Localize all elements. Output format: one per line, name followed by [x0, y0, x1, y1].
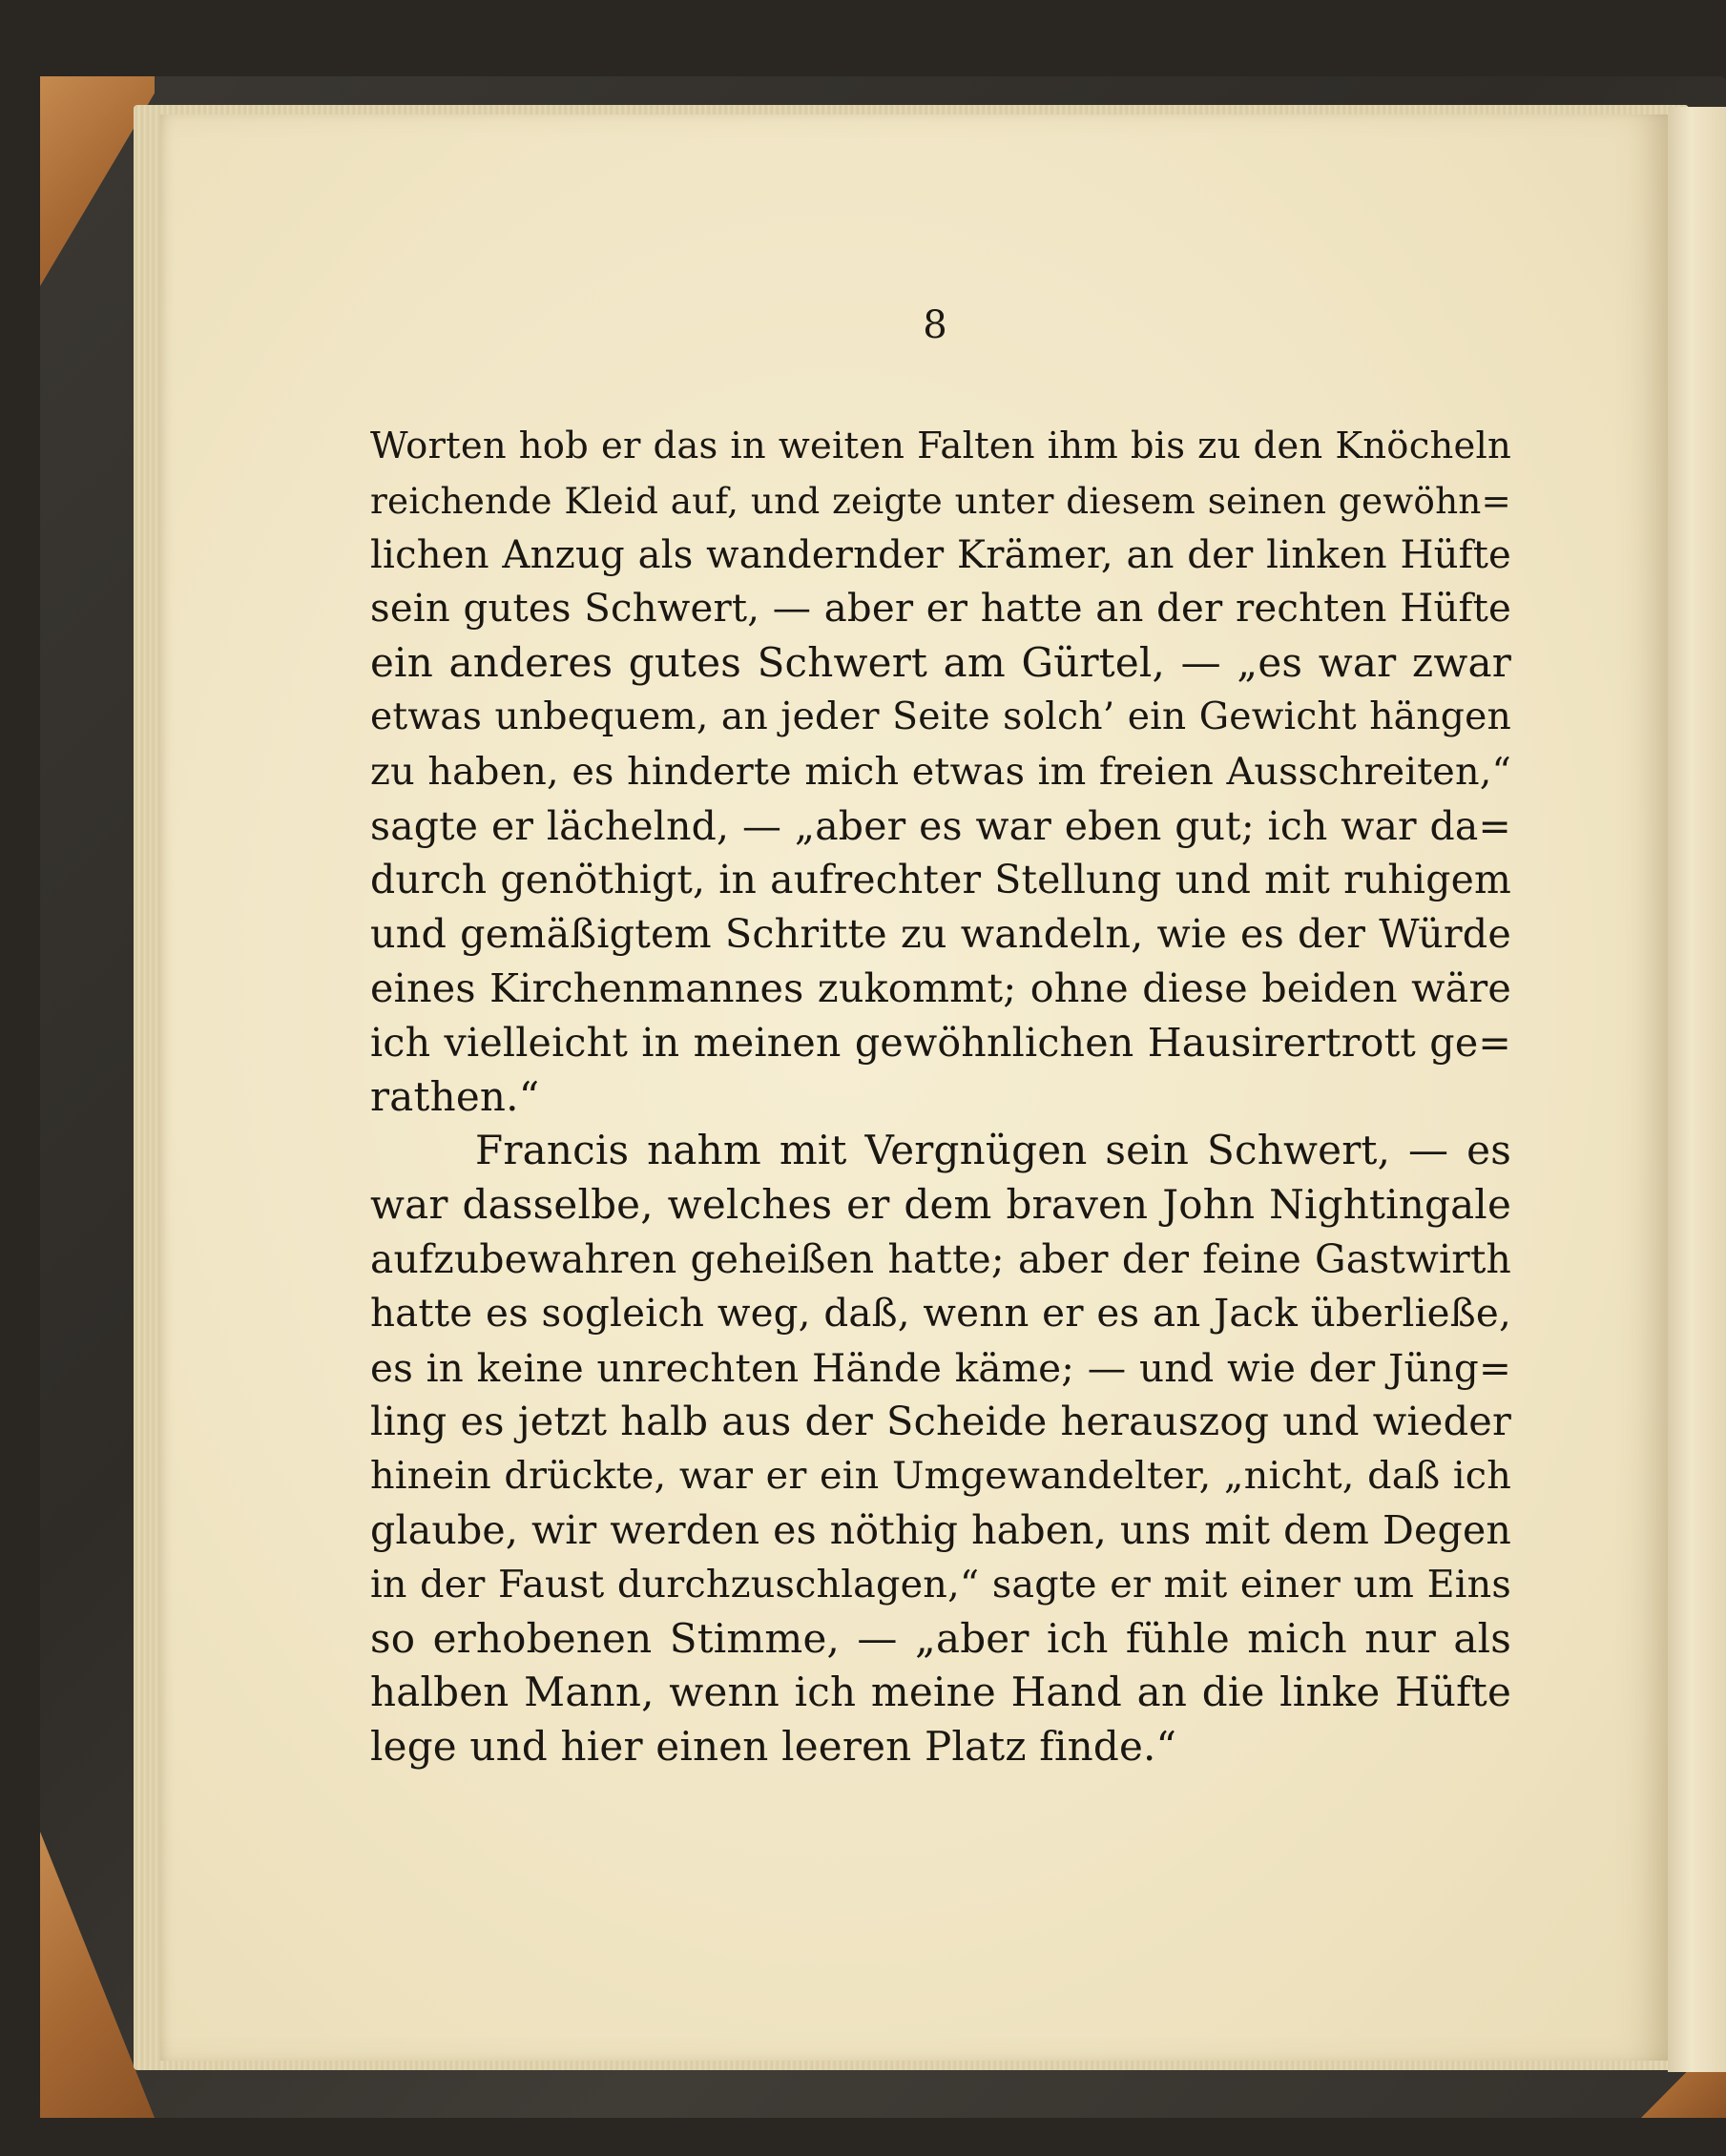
text-line: eines Kirchenmannes zukommt; ohne diese beiden wäre	[370, 964, 1511, 1011]
text-line: so erhobenen Stimme, — „aber ich fühle mich nur als	[370, 1614, 1511, 1662]
text-line: es in keine unrechten Hände käme; — und wie der Jüng=	[370, 1344, 1511, 1391]
text-line: sein gutes Schwert, — aber er hatte an der rechten Hüfte	[370, 587, 1511, 632]
text-line: lichen Anzug als wandernder Krämer, an der linken Hüfte	[370, 532, 1511, 577]
text-line: ich vielleicht in meinen gewöhnlichen Hausirertrott ge=	[370, 1019, 1511, 1066]
page-number: 8	[923, 303, 947, 347]
text-line: sagte er lächelnd, — „aber es war eben gut; ich war da=	[370, 802, 1511, 849]
text-line: rathen.“	[370, 1072, 540, 1120]
text-line: und gemäßigtem Schritte zu wandeln, wie es der Würde	[370, 911, 1511, 958]
text-line: Worten hob er das in weiten Falten ihm bis zu den Knöcheln	[370, 425, 1511, 467]
text-line: hinein drückte, war er ein Umgewandelter, „nicht, daß ich	[370, 1454, 1511, 1499]
body-text	[370, 420, 1511, 1774]
text-line: zu haben, es hinderte mich etwas im freien Ausschreiten,“	[370, 749, 1511, 794]
text-line: lege und hier einen leeren Platz finde.“	[370, 1723, 1177, 1771]
paragraph-start-line: Francis nahm mit Vergnügen sein Schwert, — es	[475, 1127, 1511, 1174]
text-line: reichende Kleid auf, und zeigte unter diesem seinen gewöhn=	[370, 479, 1511, 522]
text-line: war dasselbe, welches er dem braven John Nightingale	[370, 1181, 1511, 1229]
text-line: ling es jetzt halb aus der Scheide herauszog und wieder	[370, 1399, 1511, 1445]
text-line: aufzubewahren geheißen hatte; aber der feine Gastwirth	[370, 1235, 1511, 1282]
text-line: durch genöthigt, in aufrechter Stellung und mit ruhigem	[370, 857, 1511, 903]
text-line: hatte es sogleich weg, daß, wenn er es an Jack überließe,	[370, 1290, 1511, 1336]
text-line: glaube, wir werden es nöthig haben, uns mit dem Degen	[370, 1506, 1511, 1553]
facing-page-edge	[1668, 107, 1726, 2072]
text-line: ein anderes gutes Schwert am Gürtel, — „es war zwar	[370, 639, 1511, 687]
text-line: halben Mann, wenn ich meine Hand an die linke Hüfte	[370, 1669, 1511, 1716]
text-line: etwas unbequem, an jeder Seite solch’ ein Gewicht hängen	[370, 694, 1511, 738]
text-line: in der Faust durchzuschlagen,“ sagte er mit einer um Eins	[370, 1562, 1511, 1607]
